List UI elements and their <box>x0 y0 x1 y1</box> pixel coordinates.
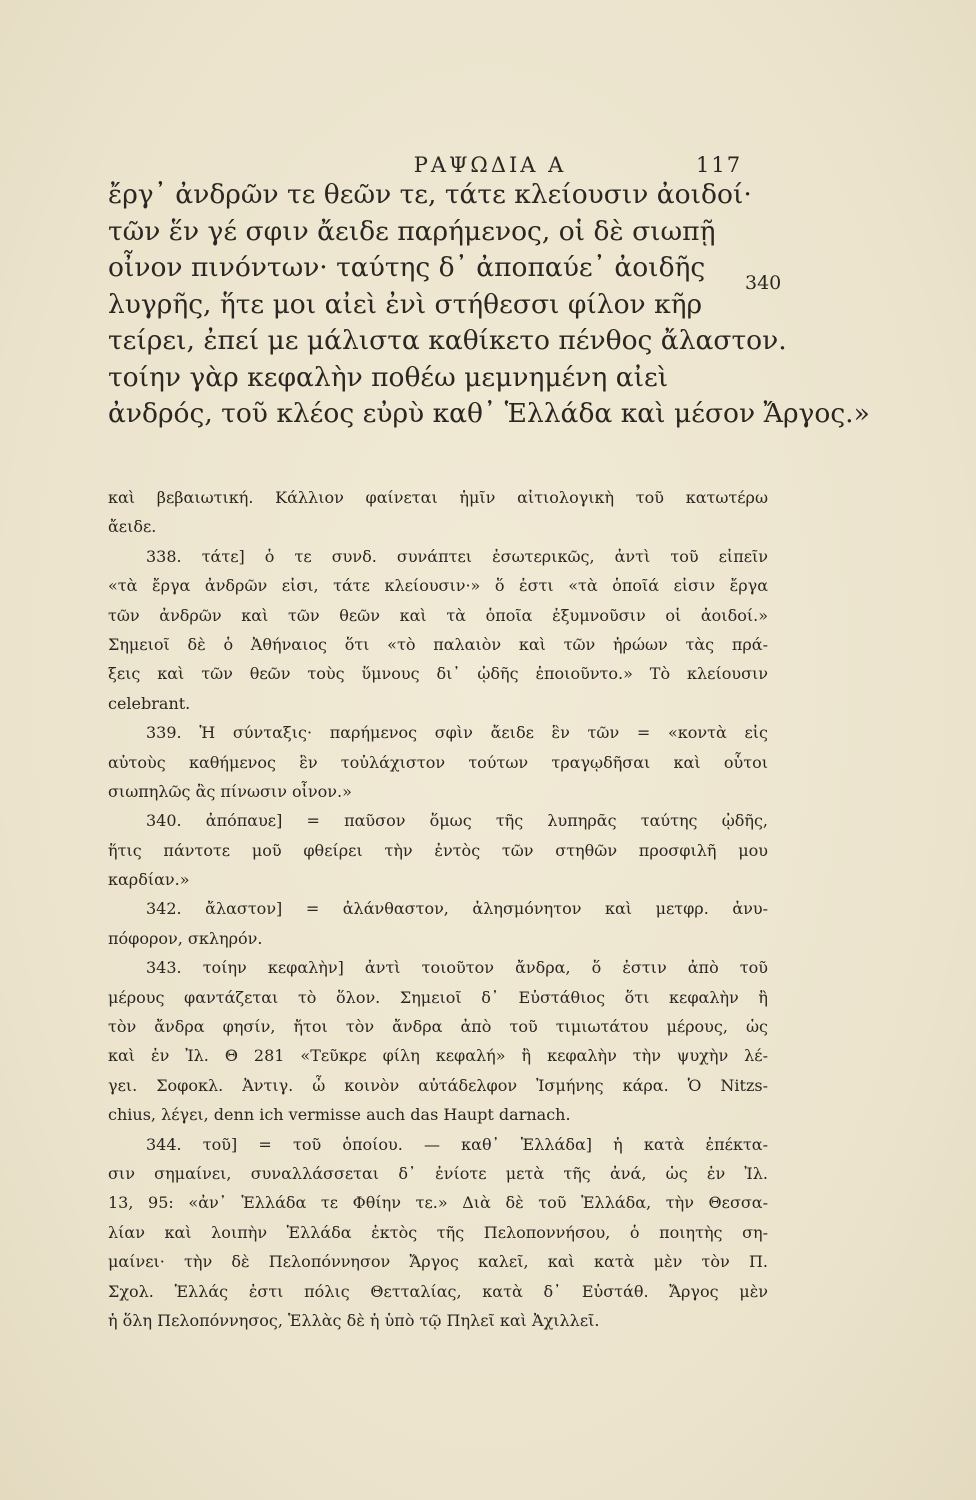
verse-line-number: 340 <box>745 272 782 294</box>
commentary-line: μέρους φαντάζεται τὸ ὅλον. Σημειοῖ δ᾽ Εὐστάθιος ὅτι κεφαλὴν ἢ <box>108 987 768 1007</box>
commentary-line: τῶν ἀνδρῶν καὶ τῶν θεῶν καὶ τὰ ὁποῖα ἐξυμνοῦσιν οἱ ἀοιδοί.» <box>108 605 768 625</box>
commentary-block <box>108 486 768 1338</box>
verse-line: τοίην γὰρ κεφαλὴν ποθέω μεμνημένη αἰεὶ <box>108 361 669 393</box>
commentary-line: πόφορον, σκληρόν. <box>108 928 263 948</box>
verse-line: ἀνδρός, τοῦ κλέος εὐρὺ καθ᾽ Ἑλλάδα καὶ μέσον Ἄργος.» <box>108 398 870 429</box>
commentary-line: γει. Σοφοκλ. Ἀντιγ. ὦ κοινὸν αὐτάδελφον Ἰσμήνης κάρα. Ὁ Nitzs- <box>108 1075 768 1095</box>
verse-line: ἔργ᾽ ἀνδρῶν τε θεῶν τε, τάτε κλείουσιν ἀοιδοί· <box>108 179 752 210</box>
verse-line: οἶνον πινόντων· ταύτης δ᾽ ἀποπαύε᾽ ἀοιδῆς <box>108 252 706 283</box>
commentary-line: ἥτις πάντοτε μοῦ φθείρει τὴν ἐντὸς τῶν στηθῶν προσφιλῆ μου <box>108 840 768 860</box>
commentary-line: μαίνει· τὴν δὲ Πελοπόννησον Ἄργος καλεῖ, καὶ κατὰ μὲν τὸν Π. <box>108 1252 768 1272</box>
verse-line: λυγρῆς, ἥτε μοι αἰεὶ ἐνὶ στήθεσσι φίλον κῆρ <box>108 288 703 320</box>
commentary-line: Σχολ. Ἑλλάς ἐστι πόλις Θετταλίας, κατὰ δ᾽ Εὐστάθ. Ἄργος μὲν <box>108 1281 768 1301</box>
commentary-line: Σημειοῖ δὲ ὁ Ἀθήναιος ὅτι «τὸ παλαιὸν καὶ τῶν ἡρώων τὰς πρά- <box>108 634 768 654</box>
commentary-line: καὶ βεβαιωτική. Κάλλιον φαίνεται ἡμῖν αἰτιολογικὴ τοῦ κατωτέρω <box>108 488 768 507</box>
commentary-line: 13, 95: «ἀν᾽ Ἑλλάδα τε Φθίην τε.» Διὰ δὲ τοῦ Ἑλλάδα, τὴν Θεσσα- <box>108 1193 768 1213</box>
commentary-line: ἡ ὅλη Πελοπόννησος, Ἑλλὰς δὲ ἡ ὑπὸ τῷ Πηλεῖ καὶ Ἀχιλλεῖ. <box>108 1310 600 1330</box>
commentary-line: αὐτοὺς καθήμενος ἓν τοὐλάχιστον τούτων τραγῳδῆσαι καὶ οὗτοι <box>108 752 768 772</box>
commentary-line: 338. τάτε] ὁ τε συνδ. συνάπτει ἐσωτερικῶς, ἀντὶ τοῦ εἰπεῖν <box>146 546 768 566</box>
commentary-line: λίαν καὶ λοιπὴν Ἑλλάδα ἐκτὸς τῆς Πελοποννήσου, ὁ ποιητὴς ση- <box>108 1222 768 1242</box>
commentary-line: σιωπηλῶς ἂς πίνωσιν οἶνον.» <box>108 781 352 801</box>
verse-line: τείρει, ἐπεί με μάλιστα καθίκετο πένθος ἄλαστον. <box>108 325 787 356</box>
commentary-line: καὶ ἐν Ἰλ. Θ 281 «Τεῦκρε φίλη κεφαλή» ἢ κεφαλὴν τὴν ψυχὴν λέ- <box>108 1046 768 1066</box>
commentary-line: τὸν ἄνδρα φησίν, ἤτοι τὸν ἄνδρα ἀπὸ τοῦ τιμιωτάτου μέρους, ὡς <box>108 1017 768 1037</box>
commentary-line: 343. τοίην κεφαλὴν] ἀντὶ τοιοῦτον ἄνδρα, ὅ ἐστιν ἀπὸ τοῦ <box>146 958 768 978</box>
commentary-line: καρδίαν.» <box>108 870 190 890</box>
running-head-title: ΡΑΨΩΔΙΑ Α <box>413 153 567 177</box>
verse-line: τῶν ἕν γέ σφιν ἄειδε παρήμενος, οἱ δὲ σιωπῇ <box>108 215 716 247</box>
commentary-line: 342. ἄλαστον] = ἀλάνθαστον, ἀλησμόνητον καὶ μετφρ. ἀνυ- <box>146 899 768 919</box>
commentary-line: σιν σημαίνει, συναλλάσσεται δ᾽ ἐνίοτε μετὰ τῆς ἀνά, ὡς ἐν Ἰλ. <box>108 1163 768 1183</box>
commentary-line: 339. Ἡ σύνταξις· παρήμενος σφὶν ἄειδε ἓν τῶν = «κοντὰ εἰς <box>146 723 768 743</box>
commentary-line: «τὰ ἔργα ἀνδρῶν εἰσι, τάτε κλείουσιν·» ὅ ἐστι «τὰ ὁποῖά εἰσιν ἔργα <box>108 576 768 596</box>
verse-block <box>108 178 870 434</box>
commentary-line: chius, λέγει, denn ich vermisse auch das Haupt darnach. <box>108 1105 571 1125</box>
commentary-line: ξεις καὶ τῶν θεῶν τοὺς ὕμνους δι᾽ ᾠδῆς ἐποιοῦντο.» Τὸ κλείουσιν <box>108 664 768 684</box>
commentary-line: 340. ἀπόπαυε] = παῦσον ὅμως τῆς λυπηρᾶς ταύτης ᾠδῆς, <box>146 811 768 831</box>
commentary-line: celebrant. <box>108 693 191 713</box>
page-number: 117 <box>696 153 743 177</box>
commentary-line: 344. τοῦ] = τοῦ ὁποίου. — καθ᾽ Ἑλλάδα] ἡ κατὰ ἐπέκτα- <box>146 1134 768 1154</box>
commentary-line: ἄειδε. <box>108 517 157 537</box>
